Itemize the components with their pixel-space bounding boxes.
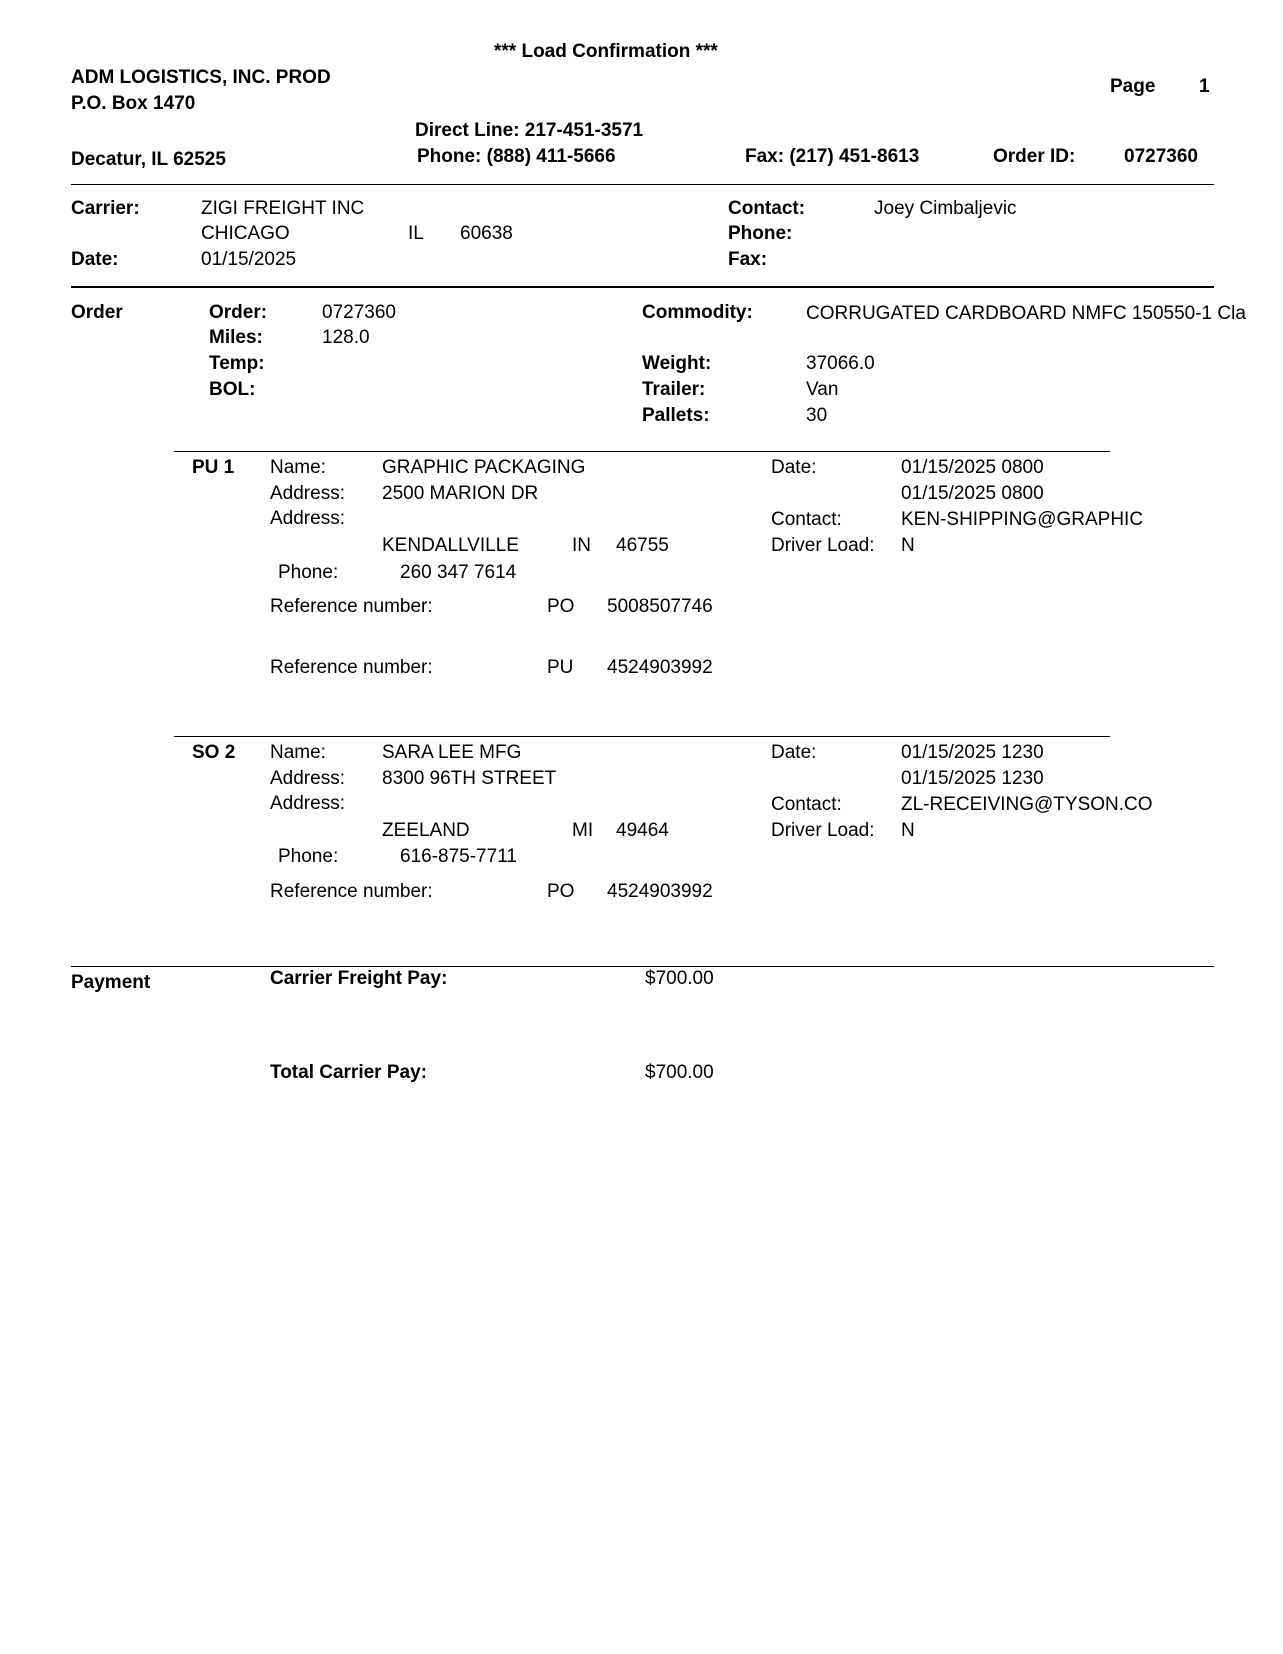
stop-contact-label: Contact: xyxy=(771,794,842,815)
order-id-value: 0727360 xyxy=(1124,146,1198,167)
carrier-contact-label: Contact: xyxy=(728,198,806,219)
stop-zip: 46755 xyxy=(616,535,669,556)
stop-name: SARA LEE MFG xyxy=(382,742,522,763)
stop-address-label: Address: xyxy=(270,768,345,789)
reference-type: PO xyxy=(547,596,575,617)
temp-label: Temp: xyxy=(209,353,265,374)
reference-value: 4524903992 xyxy=(607,881,713,902)
stop-contact: KEN-SHIPPING@GRAPHIC xyxy=(901,509,1144,530)
miles-value: 128.0 xyxy=(322,327,370,348)
carrier-freight-pay-value: $700.00 xyxy=(645,968,714,989)
trailer-label: Trailer: xyxy=(642,379,706,400)
stop-driver-load-label: Driver Load: xyxy=(771,535,875,556)
stop-state: MI xyxy=(572,820,594,841)
stop-driver-load: N xyxy=(901,820,915,841)
stop-divider xyxy=(174,451,1110,452)
commodity-value: CORRUGATED CARDBOARD NMFC 150550-1 Cla xyxy=(806,303,1246,324)
stop-date: 01/15/2025 1230 xyxy=(901,742,1044,763)
stop-phone: 616-875-7711 xyxy=(400,846,517,867)
stop-phone-label: Phone: xyxy=(278,562,339,583)
stop-code: PU 1 xyxy=(192,457,235,478)
total-carrier-pay-label: Total Carrier Pay: xyxy=(270,1062,427,1083)
stop-address: 8300 96TH STREET xyxy=(382,768,557,789)
carrier-state: IL xyxy=(408,223,424,244)
page-number: 1 xyxy=(1199,76,1210,97)
carrier-freight-pay-label: Carrier Freight Pay: xyxy=(270,968,448,989)
document-title: *** Load Confirmation *** xyxy=(494,41,718,62)
order-id-label: Order ID: xyxy=(993,146,1076,167)
weight-label: Weight: xyxy=(642,353,712,374)
stop-date-end: 01/15/2025 0800 xyxy=(901,483,1044,504)
reference-type: PO xyxy=(547,881,575,902)
stop-divider xyxy=(174,736,1110,737)
stop-state: IN xyxy=(572,535,591,556)
reference-value: 4524903992 xyxy=(607,657,713,678)
stop-contact-label: Contact: xyxy=(771,509,842,530)
stop-contact: ZL-RECEIVING@TYSON.CO xyxy=(901,794,1153,815)
stop-name: GRAPHIC PACKAGING xyxy=(382,457,586,478)
reference-label: Reference number: xyxy=(270,657,433,678)
stop-date: 01/15/2025 0800 xyxy=(901,457,1044,478)
carrier-name: ZIGI FREIGHT INC xyxy=(201,198,365,219)
carrier-zip: 60638 xyxy=(460,223,513,244)
stop-address2-label: Address: xyxy=(270,508,345,529)
reference-value: 5008507746 xyxy=(607,596,713,617)
company-city-state-zip: Decatur, IL 62525 xyxy=(71,149,226,170)
carrier-contact: Joey Cimbaljevic xyxy=(874,198,1017,219)
header-divider xyxy=(71,184,1214,185)
company-po-box: P.O. Box 1470 xyxy=(71,93,196,114)
miles-label: Miles: xyxy=(209,327,263,348)
reference-type: PU xyxy=(547,657,574,678)
stop-address-label: Address: xyxy=(270,483,345,504)
carrier-fax-label: Fax: xyxy=(728,249,768,270)
payment-section-label: Payment xyxy=(71,972,151,993)
stop-zip: 49464 xyxy=(616,820,669,841)
stop-name-label: Name: xyxy=(270,742,326,763)
stop-phone: 260 347 7614 xyxy=(400,562,517,583)
company-name: ADM LOGISTICS, INC. PROD xyxy=(71,67,331,88)
company-phone: Phone: (888) 411-5666 xyxy=(417,146,616,167)
carrier-phone-label: Phone: xyxy=(728,223,793,244)
carrier-divider xyxy=(71,286,1214,288)
stop-date-label: Date: xyxy=(771,742,817,763)
stop-date-label: Date: xyxy=(771,457,817,478)
carrier-date-label: Date: xyxy=(71,249,119,270)
stop-driver-load-label: Driver Load: xyxy=(771,820,875,841)
pallets-label: Pallets: xyxy=(642,405,710,426)
stop-code: SO 2 xyxy=(192,742,236,763)
reference-label: Reference number: xyxy=(270,596,433,617)
stop-address2-label: Address: xyxy=(270,793,345,814)
carrier-label: Carrier: xyxy=(71,198,140,219)
total-carrier-pay-value: $700.00 xyxy=(645,1062,714,1083)
stop-name-label: Name: xyxy=(270,457,326,478)
weight-value: 37066.0 xyxy=(806,353,875,374)
order-label: Order: xyxy=(209,302,268,323)
bol-label: BOL: xyxy=(209,379,256,400)
stop-city: KENDALLVILLE xyxy=(382,535,519,556)
stop-address: 2500 MARION DR xyxy=(382,483,539,504)
order-section-label: Order xyxy=(71,302,123,323)
pallets-value: 30 xyxy=(806,405,828,426)
stop-date-end: 01/15/2025 1230 xyxy=(901,768,1044,789)
payment-divider xyxy=(71,966,1214,967)
reference-label: Reference number: xyxy=(270,881,433,902)
stop-driver-load: N xyxy=(901,535,915,556)
stop-city: ZEELAND xyxy=(382,820,470,841)
commodity-label: Commodity: xyxy=(642,302,753,323)
carrier-date: 01/15/2025 xyxy=(201,249,297,270)
trailer-value: Van xyxy=(806,379,839,400)
stop-phone-label: Phone: xyxy=(278,846,339,867)
direct-line: Direct Line: 217-451-3571 xyxy=(415,120,644,141)
order-number: 0727360 xyxy=(322,302,396,323)
company-fax: Fax: (217) 451-8613 xyxy=(745,146,920,167)
page-label: Page xyxy=(1110,76,1156,97)
carrier-city: CHICAGO xyxy=(201,223,290,244)
